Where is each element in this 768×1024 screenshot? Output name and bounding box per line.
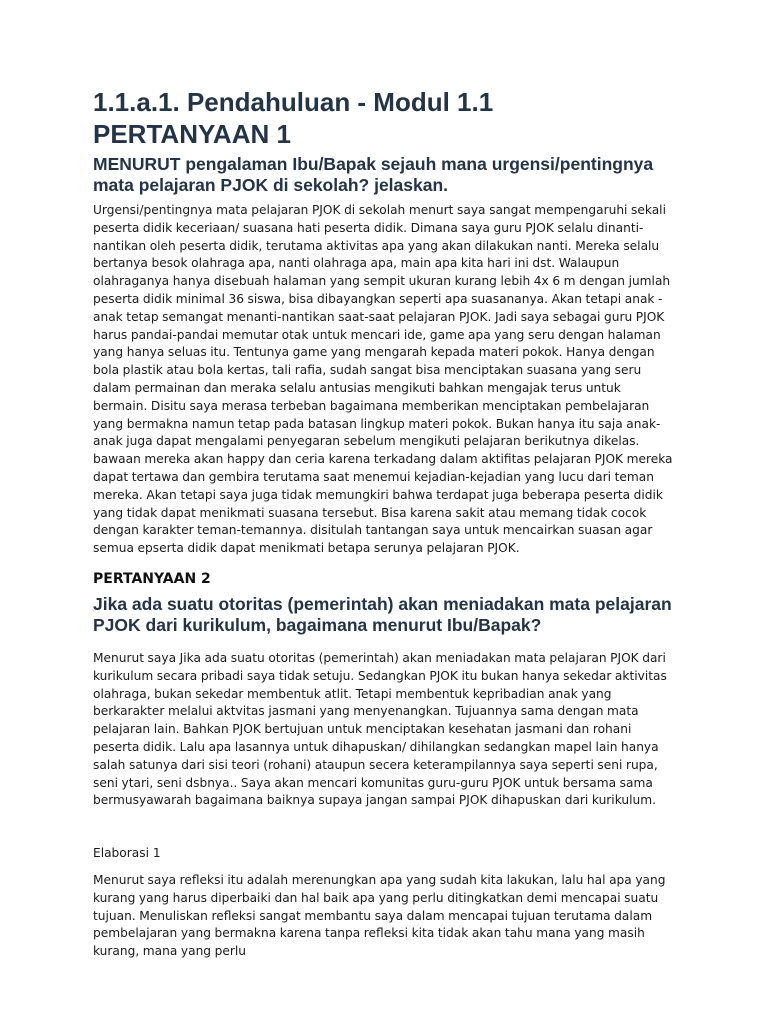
document-content bbox=[93, 86, 673, 961]
question-1-title: PERTANYAAN 1 bbox=[93, 119, 291, 149]
question-2-label: PERTANYAAN 2 bbox=[93, 570, 211, 587]
question-1-heading: MENURUT pengalaman Ibu/Bapak sejauh mana urgensi/pentingnya mata pelajaran PJOK di sekolah? jelaskan. bbox=[93, 154, 654, 195]
elaborasi-text: Menurut saya refleksi itu adalah merenungkan apa yang sudah kita lakukan, lalu hal apa yang kurang yang harus diperbaiki dan hal baik apa yang perlu ditingkatkan demi mencapai suatu tujuan. Menuliskan refleksi sangat membantu saya dalam mencapai tujuan terutama dalam pembelajaran yang bermakna karena tanpa refleksi kita tidak akan tahu mana yang masih kurang, mana yang perlu bbox=[93, 872, 666, 959]
document-title: 1.1.a.1. Pendahuluan - Modul 1.1 bbox=[93, 87, 494, 117]
spacer bbox=[93, 810, 673, 845]
question-2-heading: Jika ada suatu otoritas (pemerintah) akan meniadakan mata pelajaran PJOK dari kurikulum, bagaimana menurut Ibu/Bapak? bbox=[93, 593, 672, 635]
spacer bbox=[93, 863, 673, 872]
question-2-answer: Menurut saya Jika ada suatu otoritas (pemerintah) akan meniadakan mata pelajaran PJOK dari kurikulum secara pribadi saya tidak setuju. Sedangkan PJOK itu bukan hanya sekedar aktivitas olahraga, bukan sekedar membentuk atlit. Tetapi membentuk kepribadian anak yang berkarakter melalui aktvitas jasmani yang menyenangkan. Tujuannya sama dengan mata pelajaran lain. Bahkan PJOK bertujuan untuk menciptakan kesehatan jasmani dan rohani peserta didik. Lalu apa lasannya untuk dihapuskan/ dihilangkan sedangkan mapel lain hanya salah satunya dari sisi teori (rohani) ataupun secera keterampilannya saya seperti seni rupa, seni ytari, seni dsbnya.. Saya akan mencari komunitas guru-guru PJOK untuk bersama sama bermusyawarah bagaimana baiknya supaya jangan sampai PJOK dihapuskan dari kurikulum. bbox=[93, 650, 667, 808]
question-1-answer: Urgensi/pentingnya mata pelajaran PJOK di sekolah menurt saya sangat mempengaruhi sekali peserta didik keceriaan/ suasana hati peserta didik. Dimana saya guru PJOK selalu dinanti-nantikan oleh peserta didik, terutama aktivitas apa yang akan dilakukan nanti. Mereka selalu bertanya besok olahraga apa, nanti olahraga apa, main apa kita hari ini dst. Walaupun olahraganya hanya disebuah halaman yang sempit ukuran kurang lebih 4x 6 m dengan jumlah peserta didik minimal 36 siswa, bisa dibayangkan seperti apa suasananya. Akan tetapi anak -anak tetap semangat menanti-nantikan saat-saat pelajaran PJOK. Jadi saya sebagai guru PJOK harus pandai-pandai memutar otak untuk mencari ide, game apa yang seru dengan halaman yang hanya seluas itu. Tentunya game yang mengarah kepada materi pokok. Hanya dengan bola plastik atau bola kertas, tali rafia, sudah sangat bisa menciptakan suasana yang seru dalam permainan dan meraka selalu antusias mengikuti bahkan mengajak terus untuk bermain. Disitu saya merasa terbeban bagaimana memberikan menciptakan pembelajaran yang bermakna namun tetap pada batasan lingkup materi pokok. Bukan hanya itu saja anak-anak juga dapat mengalami penyegaran sebelum mengikuti pelajaran berikutnya dikelas. bawaan mereka akan happy dan ceria karena terkadang dalam aktifitas pelajaran PJOK mereka dapat tertawa dan gembira terutama saat menemui kejadian-kejadian yang lucu dari teman mereka. Akan tetapi saya juga tidak memungkiri bahwa terdapat juga beberapa peserta didik yang tidak dapat menikmati suasana tersebut. Bisa karena sakit atau memang tidak cocok dengan karakter teman-temannya. disitulah tantangan saya untuk mencairkan suasan agar semua epserta didik dapat menikmati betapa serunya pelajaran PJOK. bbox=[93, 203, 673, 556]
elaborasi-label: Elaborasi 1 bbox=[93, 846, 161, 861]
